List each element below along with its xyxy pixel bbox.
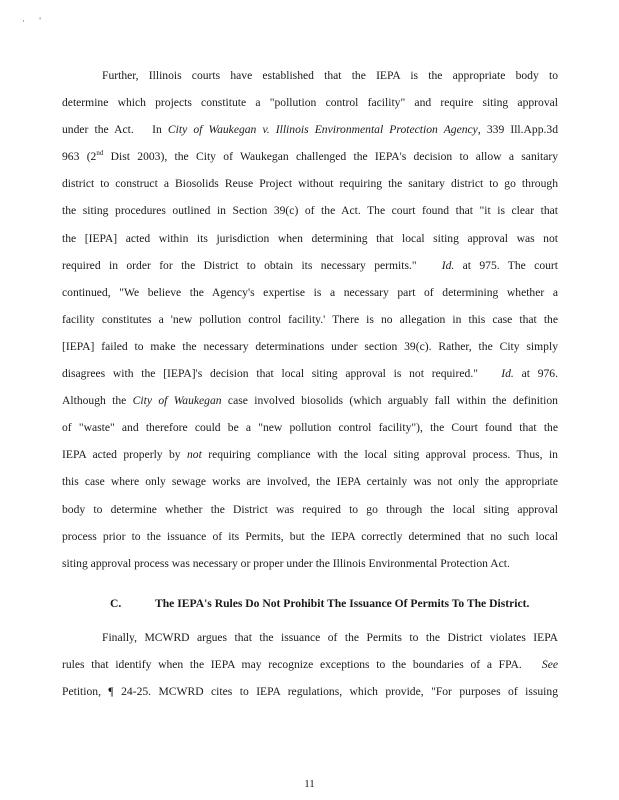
text-line: determine which projects constitute a "pollution control facility" and require siting approval — [62, 96, 558, 110]
text-line: facility constitutes a 'new pollution control facility.' There is no allegation in this case that the — [62, 312, 558, 326]
see-signal: See — [541, 658, 558, 672]
case-citation: City of Waukegan v. Illinois Environmental Protection Agency — [167, 123, 478, 137]
text-line: rules that identify when the IEPA may recognize exceptions to the boundaries of a FPA. See — [62, 658, 558, 672]
text-line: Finally, MCWRD argues that the issuance of the Permits to the District violates IEPA — [102, 631, 558, 644]
text-line: Petition, ¶ 24-25. MCWRD cites to IEPA regulations, which provide, "For purposes of issuing — [62, 685, 558, 699]
scan-mark: · ' — [22, 16, 47, 26]
text-line: this case where only sewage works are involved, the IEPA certainly was not only the appropriate — [62, 475, 558, 489]
text-line: district to construct a Biosolids Reuse Project without requiring the sanitary district to go through — [62, 177, 558, 191]
text-line: 963 (2nd Dist 2003), the City of Waukegan challenged the IEPA's decision to allow a sanitary — [62, 149, 558, 164]
text-line: continued, "We believe the Agency's expertise is a necessary part of determining whether a — [62, 285, 558, 299]
id-citation: Id. — [501, 367, 514, 381]
section-title: The IEPA's Rules Do Not Prohibit The Issuance Of Permits To The District. — [155, 597, 530, 610]
case-citation: City of Waukegan — [132, 394, 222, 408]
text-line: of "waste" and therefore could be a "new pollution control facility"), the Court found that the — [62, 421, 558, 435]
text-line: the [IEPA] acted within its jurisdiction when determining that local siting approval was not — [62, 231, 558, 245]
text-line: required in order for the District to obtain its necessary permits." Id. at 975. The court — [62, 258, 559, 272]
emphasis: not — [187, 448, 202, 462]
text-line: siting approval process was necessary or proper under the Illinois Environmental Protection Act. — [62, 556, 510, 570]
text-line: under the Act. In City of Waukegan v. Illinois Environmental Protection Agency, 339 Ill.App.3d — [62, 123, 559, 137]
section-letter: C. — [110, 597, 122, 610]
page-number: 11 — [304, 778, 315, 790]
text-line: [IEPA] failed to make the necessary determinations under section 39(c). Rather, the City simply — [62, 339, 558, 353]
text-line: disagrees with the [IEPA]'s decision that local siting approval is not required." Id. at 976. — [62, 367, 558, 381]
text-line: Although the City of Waukegan case involved biosolids (which arguably fall within the definition — [62, 394, 558, 408]
section-heading — [110, 597, 529, 610]
text-line: body to determine whether the District was required to go through the local siting approval — [62, 502, 558, 516]
text-line: Further, Illinois courts have established that the IEPA is the appropriate body to — [102, 69, 558, 82]
id-citation: Id. — [441, 258, 455, 272]
text-line: IEPA acted properly by not requiring compliance with the local siting approval process. Thus, in — [62, 448, 558, 462]
text-line: the siting procedures outlined in Section 39(c) of the Act. The court found that "it is clear that — [62, 204, 558, 218]
paragraph-iepa-authority — [62, 62, 558, 577]
text-line: process prior to the issuance of its Permits, but the IEPA correctly determined that no such local — [62, 529, 558, 543]
paragraph-mcwrd-argument — [62, 624, 558, 705]
